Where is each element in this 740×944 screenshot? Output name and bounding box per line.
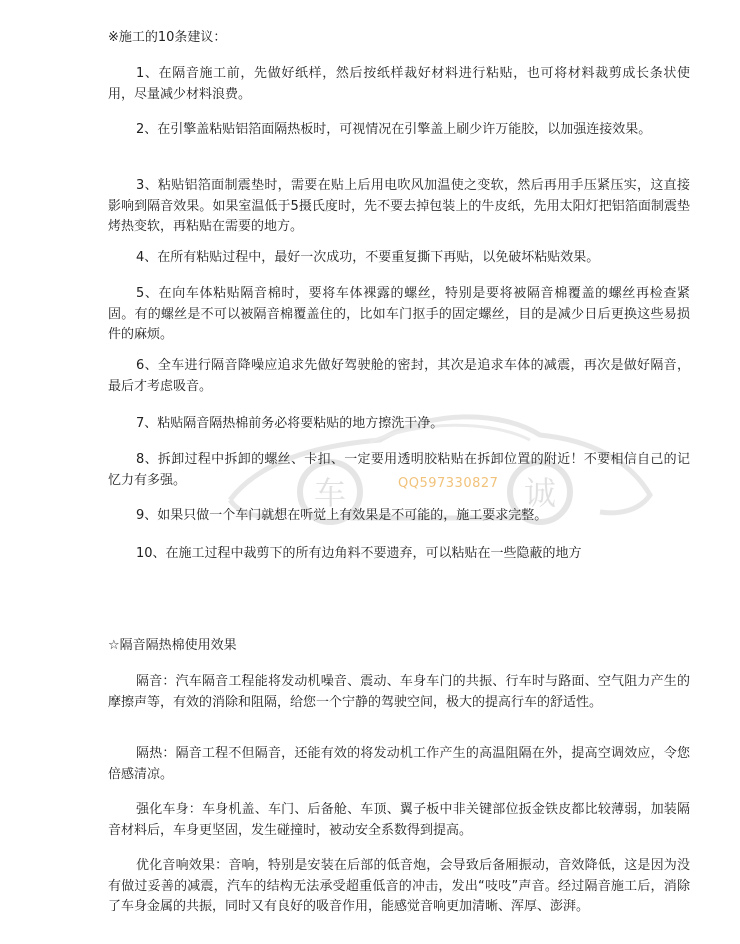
tip-item-5: 5、在向车体粘贴隔音棉时，要将车体裸露的螺丝，特别是要将被隔音棉覆盖的螺丝再检查紧固。有的螺丝是不可以被隔音棉覆盖住的，比如车门抠手的固定螺丝，目的是减少日后更换这些易损件的麻烦。 (108, 286, 690, 342)
effect-item-heat-insulation: 隔热：隔音工程不但隔音，还能有效的将发动机工作产生的高温阻隔在外，提高空调效应，令您倍感清凉。 (108, 746, 690, 782)
watermark-char-1: 车 (313, 474, 347, 512)
tip-item-8: 8、拆卸过程中拆卸的螺丝、卡扣、一定要用透明胶粘贴在拆卸位置的附近！不要相信自己的记忆力有多强。 (108, 452, 690, 488)
tip-item-1: 1、在隔音施工前，先做好纸样，然后按纸样裁好材料进行粘贴，也可将材料裁剪成长条状使用，尽量减少材料浪费。 (108, 66, 690, 102)
watermark-char-2: 诚 (523, 474, 557, 512)
tip-item-7: 7、粘贴隔音隔热棉前务必将要粘贴的地方擦洗干净。 (136, 416, 444, 431)
tip-item-3: 3、粘贴铝箔面制震垫时，需要在贴上后用电吹风加温使之变软，然后再用手压紧压实，这直接影响到隔音效果。如果室温低于5摄氏度时，先不要去掉包装上的牛皮纸，先用太阳灯把铝箔面制震垫烤热变软，再粘贴在需要的地方。 (108, 178, 690, 234)
section-title-insulation-effects: ☆隔音隔热棉使用效果 (108, 638, 237, 653)
tip-item-9: 9、如果只做一个车门就想在听觉上有效果是不可能的，施工要求完整。 (136, 508, 548, 523)
section-title-construction-tips: ※施工的10条建议： (108, 30, 227, 45)
effect-item-body-strengthening: 强化车身：车身机盖、车门、后备舱、车顶、翼子板中非关键部位扳金铁皮都比较薄弱，加装隔音材料后，车身更坚固，发生碰撞时，被动安全系数得到提高。 (108, 802, 690, 838)
tip-item-2: 2、在引擎盖粘贴铝箔面隔热板时，可视情况在引擎盖上刷少许万能胶，以加强连接效果。 (136, 122, 652, 137)
tip-item-4: 4、在所有粘贴过程中，最好一次成功，不要重复撕下再贴，以免破坏粘贴效果。 (136, 250, 600, 265)
effect-item-audio-optimization: 优化音响效果：音响，特别是安装在后部的低音炮，会导致后备厢振动，音效降低，这是因为没有做过妥善的减震，汽车的结构无法承受超重低音的冲击，发出“吱吱”声音。经过隔音施工后，消除了车身金属的共振，同时又有良好的吸音作用，能感觉音响更加清晰、浑厚、澎湃。 (108, 858, 690, 914)
watermark-qq: QQ597330827 (398, 476, 499, 491)
effect-item-sound-insulation: 隔音：汽车隔音工程能将发动机噪音、震动、车身车门的共振、行车时与路面、空气阻力产生的摩擦声等，有效的消除和阻隔，给您一个宁静的驾驶空间，极大的提高行车的舒适性。 (108, 674, 690, 710)
tip-item-6: 6、全车进行隔音降噪应追求先做好驾驶舱的密封，其次是追求车体的减震，再次是做好隔音，最后才考虑吸音。 (108, 358, 690, 394)
tip-item-10: 10、在施工过程中裁剪下的所有边角料不要遗弃，可以粘贴在一些隐蔽的地方 (136, 546, 582, 561)
